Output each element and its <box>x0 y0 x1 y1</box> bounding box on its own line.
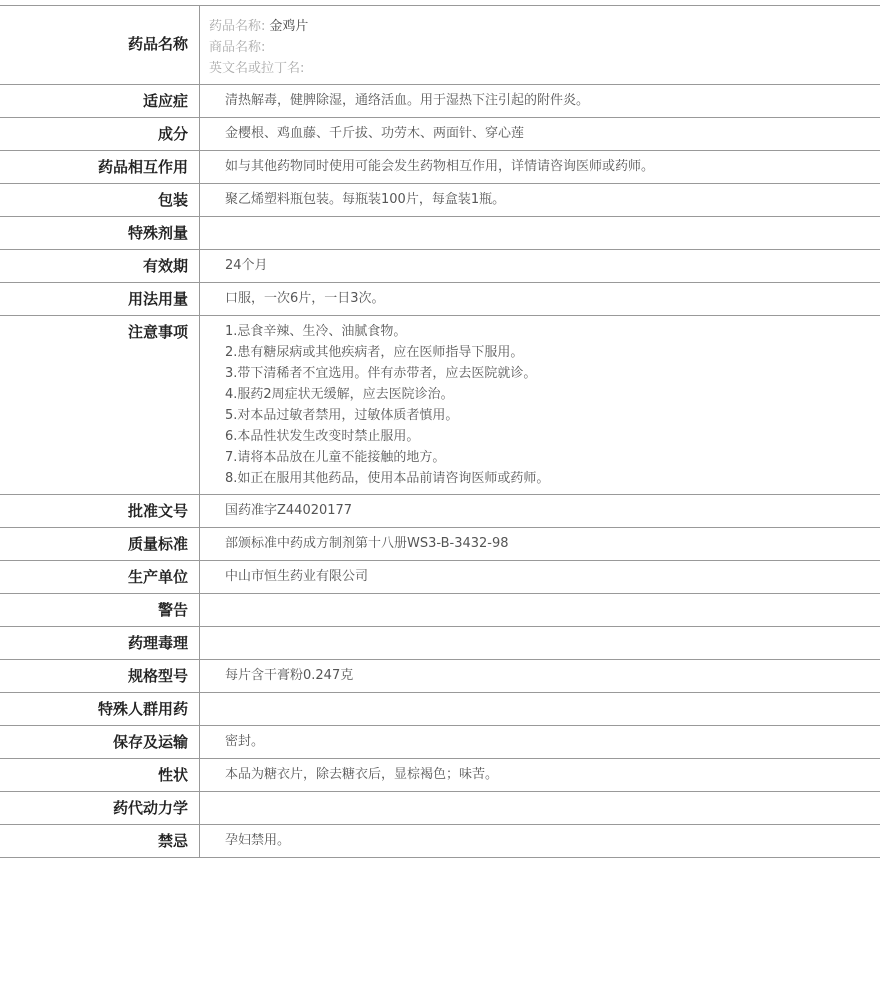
row-pharmacokinetics <box>0 792 880 825</box>
row-dosage <box>0 283 880 316</box>
row-storage <box>0 726 880 759</box>
row-approval-number <box>0 495 880 528</box>
english-name-line <box>209 58 880 79</box>
row-label: 药代动力学 <box>0 792 200 824</box>
row-value: 中山市恒生药业有限公司 <box>225 569 369 584</box>
row-manufacturer <box>0 561 880 594</box>
generic-name-line <box>209 16 880 37</box>
english-name-key: 英文名或拉丁名: <box>209 61 305 76</box>
precaution-item: 4.服药2周症状无缓解，应去医院诊治。 <box>225 387 454 402</box>
precautions-list <box>200 316 880 494</box>
row-pharmacology <box>0 627 880 660</box>
row-value <box>200 693 880 725</box>
precaution-item: 3.带下清稀者不宜选用。伴有赤带者，应去医院就诊。 <box>225 366 537 381</box>
row-value: 24个月 <box>225 258 268 273</box>
precaution-item: 5.对本品过敏者禁用，过敏体质者慎用。 <box>225 408 459 423</box>
precaution-item: 6.本品性状发生改变时禁止服用。 <box>225 429 420 444</box>
row-value: 口服，一次6片，一日3次。 <box>225 291 385 306</box>
row-value: 如与其他药物同时使用可能会发生药物相互作用，详情请咨询医师或药师。 <box>225 159 655 174</box>
row-value: 孕妇禁用。 <box>225 833 291 848</box>
row-label: 保存及运输 <box>0 726 200 758</box>
row-ingredients <box>0 118 880 151</box>
trade-name-line <box>209 37 880 58</box>
row-shelf-life <box>0 250 880 283</box>
row-value: 清热解毒，健脾除湿，通络活血。用于湿热下注引起的附件炎。 <box>225 93 590 108</box>
row-label: 用法用量 <box>0 283 200 315</box>
row-value <box>200 594 880 626</box>
row-label: 警告 <box>0 594 200 626</box>
row-label: 药理毒理 <box>0 627 200 659</box>
row-warning <box>0 594 880 627</box>
precaution-item: 2.患有糖尿病或其他疾病者，应在医师指导下服用。 <box>225 345 524 360</box>
row-value: 本品为糖衣片，除去糖衣后，显棕褐色；味苦。 <box>225 767 499 782</box>
row-value: 每片含干膏粉0.247克 <box>225 668 354 683</box>
row-special-dosage <box>0 217 880 250</box>
row-value: 聚乙烯塑料瓶包装。每瓶装100片，每盒装1瓶。 <box>225 192 506 207</box>
row-description <box>0 759 880 792</box>
row-label: 特殊人群用药 <box>0 693 200 725</box>
row-interactions <box>0 151 880 184</box>
row-label: 注意事项 <box>0 316 200 494</box>
row-precautions <box>0 316 880 495</box>
precaution-item: 7.请将本品放在儿童不能接触的地方。 <box>225 450 446 465</box>
row-value: 密封。 <box>225 734 265 749</box>
row-label: 有效期 <box>0 250 200 282</box>
row-value: 部颁标准中药成方制剂第十八册WS3-B-3432-98 <box>225 536 509 551</box>
row-label: 性状 <box>0 759 200 791</box>
row-label: 批准文号 <box>0 495 200 527</box>
row-label: 包装 <box>0 184 200 216</box>
generic-name-value: 金鸡片 <box>269 19 309 34</box>
precaution-item: 8.如正在服用其他药品，使用本品前请咨询医师或药师。 <box>225 471 550 486</box>
row-indications <box>0 85 880 118</box>
row-label: 生产单位 <box>0 561 200 593</box>
row-contraindications <box>0 825 880 858</box>
row-value <box>200 217 880 249</box>
row-label: 适应症 <box>0 85 200 117</box>
row-label: 质量标准 <box>0 528 200 560</box>
row-packaging <box>0 184 880 217</box>
row-value: 国药准字Z44020177 <box>225 503 353 518</box>
row-value: 金樱根、鸡血藤、千斤拔、功劳木、两面针、穿心莲 <box>225 126 525 141</box>
row-label: 成分 <box>0 118 200 150</box>
row-value <box>200 627 880 659</box>
trade-name-key: 商品名称: <box>209 40 266 55</box>
drug-info-table <box>0 5 880 858</box>
row-label: 药品名称 <box>0 6 200 84</box>
generic-name-key: 药品名称: <box>209 19 266 34</box>
precaution-item: 1.忌食辛辣、生冷、油腻食物。 <box>225 324 407 339</box>
row-label: 特殊剂量 <box>0 217 200 249</box>
row-drug-name <box>0 6 880 85</box>
row-specification <box>0 660 880 693</box>
row-label: 规格型号 <box>0 660 200 692</box>
row-quality-standard <box>0 528 880 561</box>
row-value <box>200 792 880 824</box>
row-label: 禁忌 <box>0 825 200 857</box>
drug-name-block <box>200 6 880 84</box>
row-label: 药品相互作用 <box>0 151 200 183</box>
row-special-populations <box>0 693 880 726</box>
